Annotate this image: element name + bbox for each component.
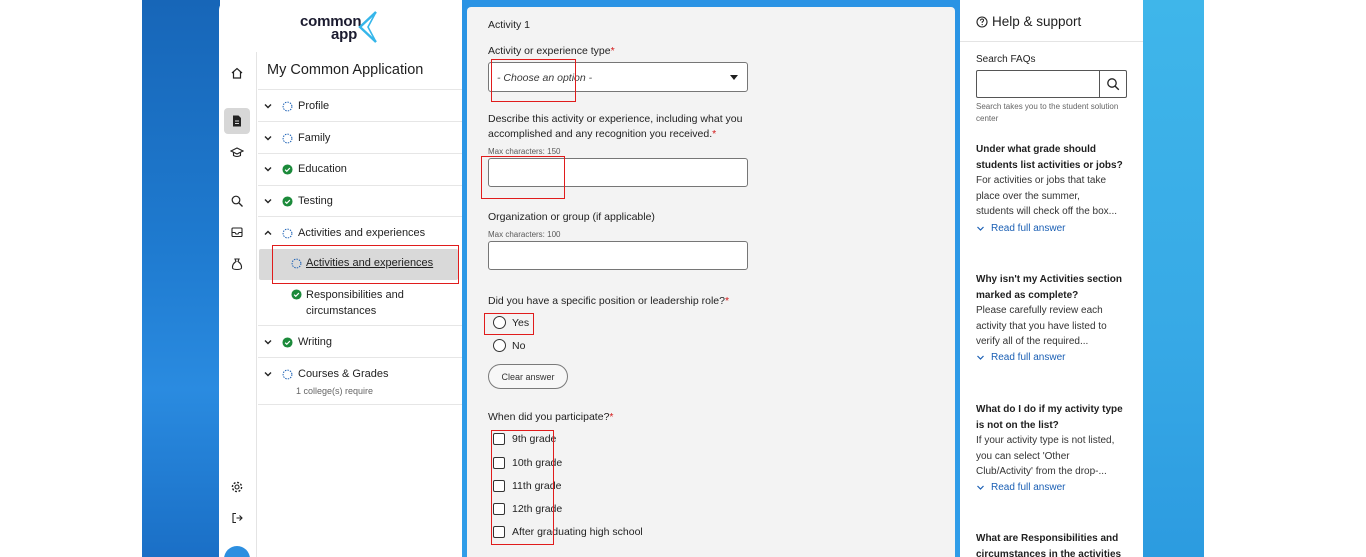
faq-question [976, 142, 1128, 173]
logo-mark-icon [354, 10, 382, 44]
checkbox-label: 9th grade [512, 433, 557, 445]
nav-section-activities[interactable] [262, 224, 425, 242]
grade-option-12[interactable] [493, 503, 562, 515]
description-label-line2: accomplished and any recognition you received. [488, 128, 713, 140]
nav-section-writing[interactable] [262, 333, 332, 351]
nav-divider [258, 216, 462, 217]
read-full-answer-text: Read full answer [991, 223, 1066, 234]
nav-section-label: Education [298, 163, 347, 175]
grade-option-11[interactable] [493, 480, 561, 492]
faq-question-line: Under what grade should [976, 144, 1097, 155]
chevron-down-icon [976, 353, 985, 362]
faq-question [976, 531, 1128, 557]
faq-question-line: is not on the list? [976, 419, 1059, 431]
nav-subitem-label-line2: circumstances [306, 304, 377, 317]
faq-question-line: circumstances in the activities [976, 548, 1122, 557]
money-bag-icon[interactable] [224, 251, 250, 277]
nav-section-label: Courses & Grades [298, 368, 389, 380]
help-title [976, 14, 1081, 29]
faq-answer-line: you can select 'Other [976, 450, 1070, 462]
logo-text-app: app [331, 26, 358, 43]
faq-answer-line: verify all of the required... [976, 336, 1089, 347]
complete-check-icon [282, 337, 293, 348]
faq-question-line: What are Responsibilities and [976, 533, 1119, 544]
sign-out-icon[interactable] [224, 505, 250, 531]
grade-option-after-high-school[interactable] [493, 526, 643, 538]
dropdown-caret-icon [730, 75, 738, 80]
incomplete-status-icon [291, 258, 302, 269]
checkbox-label: 11th grade [512, 480, 562, 492]
activity-type-selected-value: - Choose an option - [497, 72, 593, 84]
faq-answer-line: For activities or jobs that take [976, 175, 1107, 186]
required-marker: * [610, 45, 615, 57]
leadership-label [488, 294, 729, 309]
nav-section-label: Activities and experiences [298, 227, 426, 239]
activity-type-label-text: Activity or experience type [488, 45, 611, 57]
required-marker: * [712, 128, 717, 140]
chevron-down-icon [262, 368, 274, 380]
leadership-option-yes[interactable] [493, 316, 529, 329]
app-title: My Common Application [267, 62, 424, 78]
incomplete-status-icon [282, 133, 293, 144]
read-full-answer-link[interactable] [976, 223, 1065, 234]
faq-question [976, 272, 1128, 303]
complete-check-icon [291, 289, 302, 300]
nav-subitem-responsibilities[interactable] [291, 288, 404, 319]
description-label [488, 112, 753, 142]
checkbox[interactable] [493, 457, 505, 469]
nav-section-label: Writing [298, 336, 333, 348]
nav-section-label: Profile [298, 100, 330, 112]
search-icon[interactable] [224, 188, 250, 214]
organization-label: Organization or group (if applicable) [488, 211, 655, 223]
description-label-line1: Describe this activity or experience, including what you [488, 113, 743, 125]
faq-answer-line: If your activity type is not listed, [976, 435, 1115, 446]
nav-section-education[interactable] [262, 160, 347, 178]
faq-answer-preview [976, 433, 1128, 480]
required-marker: * [609, 411, 614, 423]
faq-question [976, 402, 1128, 433]
chevron-down-icon [262, 195, 274, 207]
chevron-down-icon [976, 483, 985, 492]
checkbox[interactable] [493, 480, 505, 492]
graduation-cap-icon[interactable] [224, 140, 250, 166]
checkbox[interactable] [493, 503, 505, 515]
faq-answer-preview [976, 303, 1128, 350]
faq-question-line: Why isn't my Activities section [976, 274, 1122, 285]
nav-section-family[interactable] [262, 129, 330, 147]
nav-subitem-activities[interactable] [291, 257, 433, 269]
radio-button[interactable] [493, 339, 506, 352]
faq-answer-line: activity that you have listed to [976, 320, 1107, 332]
leadership-label-text: Did you have a specific position or leadership role? [488, 295, 725, 307]
grade-option-10[interactable] [493, 457, 562, 469]
help-title-text: Help & support [992, 14, 1082, 29]
faq-answer-line: Please carefully review each [976, 305, 1103, 316]
incomplete-status-icon [282, 369, 293, 380]
complete-check-icon [282, 164, 293, 175]
chevron-down-icon [262, 163, 274, 175]
activity-type-label [488, 44, 615, 59]
nav-divider [258, 185, 462, 186]
help-circle-icon [976, 16, 988, 28]
checkbox-label: After graduating high school [512, 526, 643, 538]
nav-divider [258, 404, 462, 405]
faq-search-input[interactable] [976, 70, 1100, 98]
faq-answer-line: students will check off the box... [976, 206, 1118, 217]
nav-divider [258, 89, 462, 90]
complete-check-icon [282, 196, 293, 207]
nav-section-testing[interactable] [262, 192, 333, 210]
description-input[interactable] [488, 158, 748, 187]
faq-answer-line: Club/Activity' from the drop-... [976, 466, 1107, 477]
nav-subitem-label-line1: Responsibilities and [306, 289, 404, 301]
background-right [1142, 0, 1204, 557]
chevron-down-icon [262, 100, 274, 112]
radio-label: Yes [512, 316, 530, 329]
chevron-down-icon [976, 224, 985, 233]
search-faqs-label: Search FAQs [976, 54, 1036, 65]
faq-question-line: marked as complete? [976, 289, 1079, 301]
organization-input[interactable] [488, 241, 748, 270]
required-marker: * [724, 295, 730, 307]
description-char-limit: Max characters: 150 [488, 147, 561, 156]
search-icon [1106, 77, 1120, 91]
settings-icon[interactable] [224, 474, 250, 500]
faq-answer-line: place over the summer, [976, 190, 1080, 202]
nav-section-label: Family [298, 132, 331, 144]
radio-label: No [512, 339, 526, 352]
checkbox-label: 10th grade [512, 457, 563, 469]
inbox-icon[interactable] [224, 219, 250, 245]
participation-label [488, 410, 614, 425]
incomplete-status-icon [282, 228, 293, 239]
incomplete-status-icon [282, 101, 293, 112]
faq-search-button[interactable] [1099, 70, 1127, 98]
activity-heading: Activity 1 [488, 19, 531, 31]
nav-divider [258, 121, 462, 122]
activity-type-select[interactable] [488, 62, 748, 92]
chevron-up-icon [262, 227, 274, 239]
nav-section-label: Testing [298, 195, 333, 207]
checkbox[interactable] [493, 433, 505, 445]
nav-section-courses[interactable] [262, 365, 388, 383]
courses-requirement-note: 1 college(s) require [296, 386, 374, 396]
nav-section-profile[interactable] [262, 97, 329, 115]
faq-question-line: students list activities or jobs? [976, 159, 1123, 171]
logo-text-common: common [300, 13, 362, 30]
faq-search-hint: Search takes you to the student solution center [976, 102, 1119, 123]
chevron-down-icon [262, 336, 274, 348]
read-full-answer-text: Read full answer [991, 352, 1066, 363]
common-app-logo[interactable] [300, 10, 390, 44]
nav-subitem-label: Activities and experiences [306, 257, 434, 269]
faq-question-line: What do I do if my activity type [976, 404, 1123, 415]
leadership-option-no[interactable] [493, 339, 525, 352]
checkbox-label: 12th grade [512, 503, 563, 515]
read-full-answer-text: Read full answer [991, 482, 1066, 493]
read-full-answer-link[interactable] [976, 352, 1065, 363]
participation-label-text: When did you participate? [488, 411, 610, 423]
checkbox[interactable] [493, 526, 505, 538]
nav-subitem-label [306, 288, 404, 319]
organization-char-limit: Max characters: 100 [488, 230, 561, 239]
clear-answer-button[interactable]: Clear answer [488, 364, 568, 389]
background-left [142, 0, 220, 557]
nav-divider [258, 153, 462, 154]
faq-answer-preview [976, 173, 1128, 220]
read-full-answer-link[interactable] [976, 482, 1065, 493]
home-icon[interactable] [224, 60, 250, 86]
document-icon[interactable] [224, 108, 250, 134]
nav-divider [258, 357, 462, 358]
grade-option-9[interactable] [493, 433, 556, 445]
radio-button[interactable] [493, 316, 506, 329]
chevron-down-icon [262, 132, 274, 144]
nav-divider [258, 325, 462, 326]
